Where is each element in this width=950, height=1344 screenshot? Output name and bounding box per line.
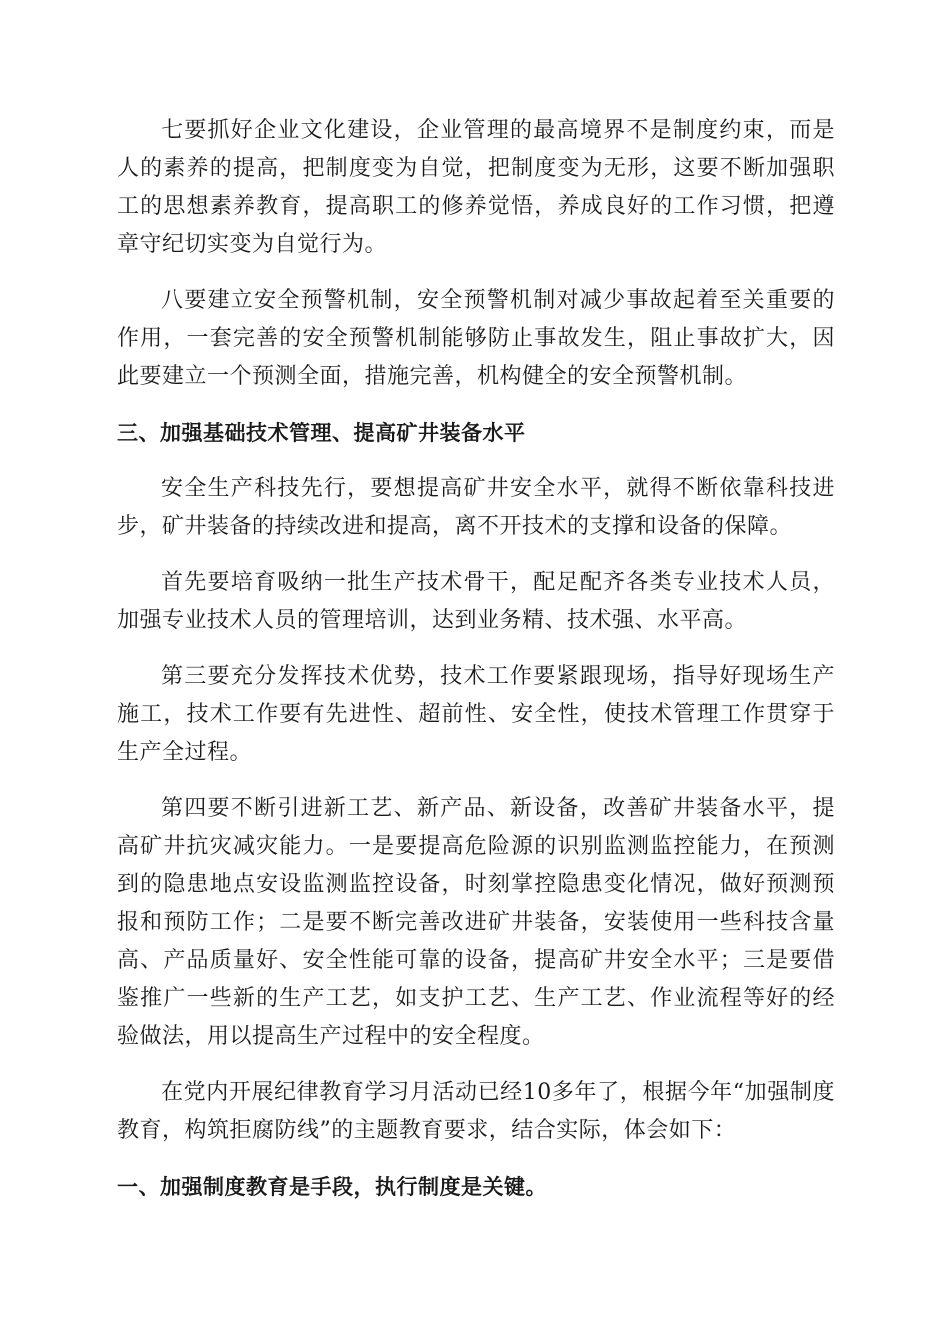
section-heading-technology: 三、加强基础技术管理、提高矿井装备水平 xyxy=(117,421,526,445)
paragraph-discipline-education: 在党内开展纪律教育学习月活动已经10多年了，根据今年“加强制度教育，构筑拒腐防线”的主题教育要求，结合实际，体会如下： xyxy=(117,1080,835,1143)
paragraph-warning-mechanism: 八要建立安全预警机制，安全预警机制对减少事故起着至关重要的作用，一套完善的安全预警机制能够防止事故发生，阻止事故扩大，因此要建立一个预测全面，措施完善，机构健全的安全预警机制。 xyxy=(117,288,835,389)
paragraph-technical-advantage: 第三要充分发挥技术优势，技术工作要紧跟现场，指导好现场生产施工，技术工作要有先进性、超前性、安全性，使技术管理工作贯穿于生产全过程。 xyxy=(117,664,835,765)
paragraph-culture: 七要抓好企业文化建设，企业管理的最高境界不是制度约束，而是人的素养的提高，把制度变为自觉，把制度变为无形，这要不断加强职工的思想素养教育，提高职工的修养觉悟，养成良好的工作习惯，把遵章守纪切实变为自觉行为。 xyxy=(117,118,835,257)
paragraph-talent: 首先要培育吸纳一批生产技术骨干，配足配齐各类专业技术人员，加强专业技术人员的管理培训，达到业务精、技术强、水平高。 xyxy=(117,570,835,633)
paragraph-new-equipment: 第四要不断引进新工艺、新产品、新设备，改善矿井装备水平，提高矿井抗灾减灾能力。一是要提高危险源的识别监测监控能力，在预测到的隐患地点安设监测监控设备，时刻掌控隐患变化情况，做好预测预报和预防工作；二是要不断完善改进矿井装备，安装使用一些科技含量高、产品质量好、安全性能可靠的设备，提高矿井安全水平；三是要借鉴推广一些新的生产工艺，如支护工艺、生产工艺、作业流程等好的经验做法，用以提高生产过程中的安全程度。 xyxy=(117,796,835,1049)
section-heading-institution-education: 一、加强制度教育是手段，执行制度是关键。 xyxy=(117,1175,547,1199)
paragraph-technology-first: 安全生产科技先行，要想提高矿井安全水平，就得不断依靠科技进步，矿井装备的持续改进和提高，离不开技术的支撑和设备的保障。 xyxy=(117,476,835,539)
document-body xyxy=(117,112,835,1224)
